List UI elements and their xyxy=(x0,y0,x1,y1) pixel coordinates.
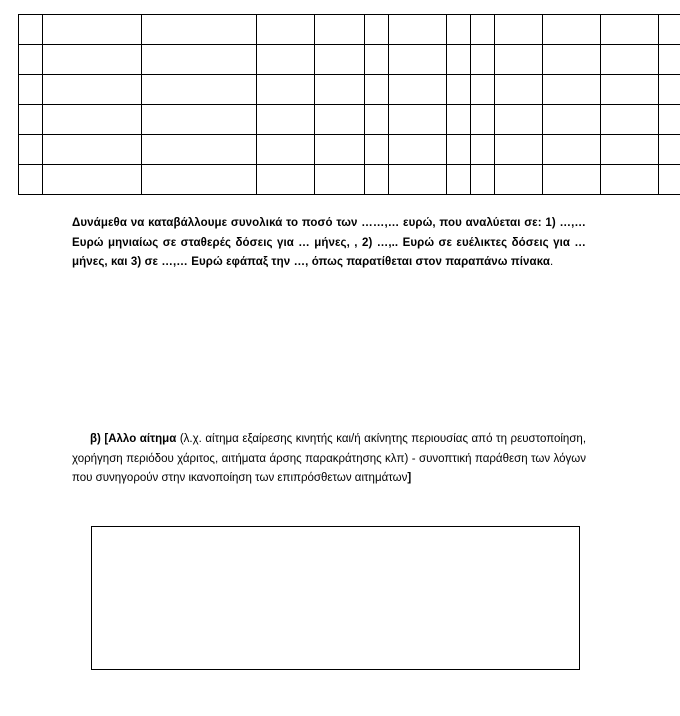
table-cell[interactable] xyxy=(659,45,680,75)
table-cell[interactable] xyxy=(471,75,495,105)
table-cell[interactable] xyxy=(257,165,315,195)
table-cell[interactable] xyxy=(447,75,471,105)
table-cell[interactable] xyxy=(257,135,315,165)
table-cell[interactable] xyxy=(19,45,43,75)
table-cell[interactable] xyxy=(495,135,543,165)
table-row xyxy=(19,45,680,75)
table-cell[interactable] xyxy=(389,75,447,105)
table-cell[interactable] xyxy=(315,165,365,195)
table-cell[interactable] xyxy=(315,15,365,45)
table-cell[interactable] xyxy=(43,135,142,165)
table-cell[interactable] xyxy=(543,75,601,105)
installments-table xyxy=(18,14,680,195)
other-request-close: ] xyxy=(407,472,412,485)
table-cell[interactable] xyxy=(601,75,659,105)
table-cell[interactable] xyxy=(315,75,365,105)
table-row xyxy=(19,105,680,135)
table-cell[interactable] xyxy=(389,15,447,45)
table-row xyxy=(19,135,680,165)
table-row xyxy=(19,165,680,195)
table-cell[interactable] xyxy=(142,15,257,45)
table-cell[interactable] xyxy=(495,45,543,75)
table-cell[interactable] xyxy=(389,135,447,165)
table-cell[interactable] xyxy=(315,135,365,165)
table-cell[interactable] xyxy=(471,135,495,165)
table-cell[interactable] xyxy=(389,165,447,195)
table-cell[interactable] xyxy=(471,15,495,45)
table-cell[interactable] xyxy=(365,45,389,75)
table-cell[interactable] xyxy=(447,105,471,135)
table-cell[interactable] xyxy=(471,165,495,195)
table-cell[interactable] xyxy=(543,15,601,45)
table-cell[interactable] xyxy=(601,15,659,45)
other-request-heading: Αλλο αίτημα xyxy=(108,433,177,445)
table-cell[interactable] xyxy=(601,105,659,135)
table-cell[interactable] xyxy=(659,135,680,165)
table-cell[interactable] xyxy=(659,75,680,105)
table-cell[interactable] xyxy=(389,105,447,135)
table-cell[interactable] xyxy=(495,75,543,105)
table-cell[interactable] xyxy=(19,165,43,195)
table-cell[interactable] xyxy=(19,15,43,45)
table-cell[interactable] xyxy=(471,105,495,135)
table-cell[interactable] xyxy=(43,75,142,105)
table-cell[interactable] xyxy=(365,15,389,45)
table-cell[interactable] xyxy=(659,15,680,45)
table-cell[interactable] xyxy=(495,165,543,195)
table-cell[interactable] xyxy=(142,165,257,195)
other-request-paragraph xyxy=(72,430,586,489)
other-request-body: (λ.χ. αίτημα εξαίρεσης κινητής και/ή ακίνητης περιουσίας από τη ρευστοποίηση, χορήγηση περιόδου χάριτος, αιτήματα άρσης παρακράτησης κλπ) - συνοπτική παράθεση των λόγων που συνηγορούν στην ικανοποίηση των επιπρόσθετων αιτημάτων xyxy=(72,433,587,485)
table-cell[interactable] xyxy=(257,15,315,45)
table-cell[interactable] xyxy=(142,105,257,135)
table-cell[interactable] xyxy=(495,15,543,45)
table-cell[interactable] xyxy=(543,135,601,165)
table-cell[interactable] xyxy=(447,135,471,165)
table-cell[interactable] xyxy=(142,45,257,75)
table-cell[interactable] xyxy=(659,105,680,135)
payment-summary-period: . xyxy=(550,256,554,269)
other-request-answer-box[interactable] xyxy=(91,526,580,670)
payment-summary-text: Δυνάμεθα να καταβάλλουμε συνολικά το ποσό των ……,… ευρώ, που αναλύεται σε: 1) …,… Ευρώ μηνιαίως σε σταθερές δόσεις για … μήνες, , 2) …,.. Ευρώ σε ευέλικτες δόσεις για … μήνες, και 3) σε …,… Ευρώ εφάπαξ την …, όπως παρατίθεται στον παραπάνω πίνακα xyxy=(72,217,586,269)
table-cell[interactable] xyxy=(389,45,447,75)
table-cell[interactable] xyxy=(601,45,659,75)
table-cell[interactable] xyxy=(543,45,601,75)
table-cell[interactable] xyxy=(601,135,659,165)
table-row xyxy=(19,75,680,105)
table-cell[interactable] xyxy=(543,165,601,195)
table-cell[interactable] xyxy=(365,135,389,165)
table-cell[interactable] xyxy=(543,105,601,135)
table-cell[interactable] xyxy=(257,75,315,105)
table-cell[interactable] xyxy=(142,75,257,105)
table-cell[interactable] xyxy=(365,75,389,105)
table-cell[interactable] xyxy=(257,105,315,135)
table-cell[interactable] xyxy=(495,105,543,135)
table-cell[interactable] xyxy=(365,105,389,135)
table-cell[interactable] xyxy=(447,15,471,45)
other-request-lead: β) [ xyxy=(90,433,109,445)
table-cell[interactable] xyxy=(43,105,142,135)
table-cell[interactable] xyxy=(19,75,43,105)
table-cell[interactable] xyxy=(43,15,142,45)
table-cell[interactable] xyxy=(315,45,365,75)
payment-summary-paragraph xyxy=(72,214,586,273)
table-cell[interactable] xyxy=(257,45,315,75)
table-cell[interactable] xyxy=(142,135,257,165)
table-cell[interactable] xyxy=(19,105,43,135)
table-row xyxy=(19,15,680,45)
table-cell[interactable] xyxy=(447,45,471,75)
table-cell[interactable] xyxy=(43,45,142,75)
table-cell[interactable] xyxy=(471,45,495,75)
table-cell[interactable] xyxy=(315,105,365,135)
table-cell[interactable] xyxy=(447,165,471,195)
table-cell[interactable] xyxy=(659,165,680,195)
table-cell[interactable] xyxy=(601,165,659,195)
table-cell[interactable] xyxy=(365,165,389,195)
table-cell[interactable] xyxy=(19,135,43,165)
table-cell[interactable] xyxy=(43,165,142,195)
